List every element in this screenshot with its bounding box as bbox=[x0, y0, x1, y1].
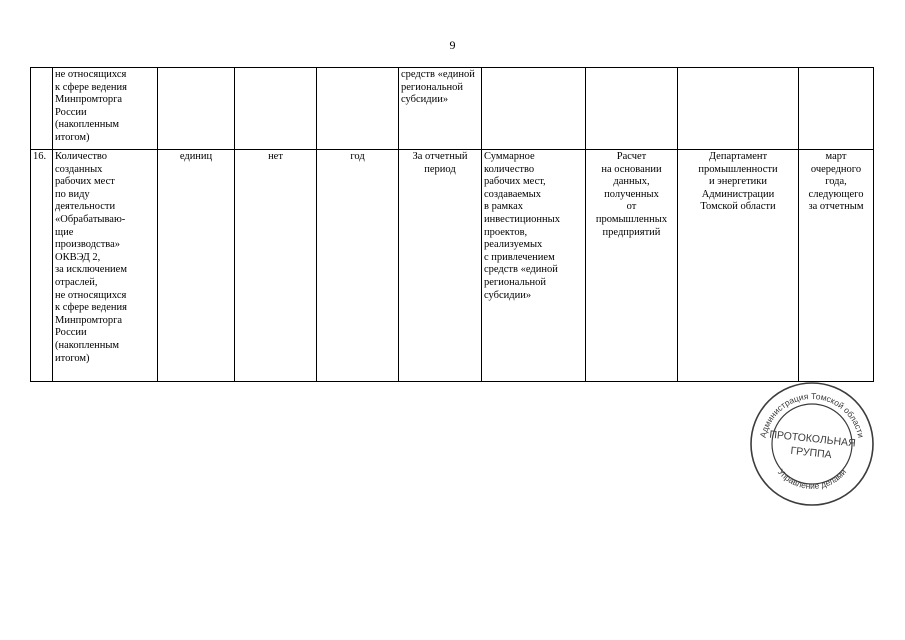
indicator-text: Количество созданных рабочих мест по виду деятельности «Обрабатываю- щие производства» ОКВЭД 2, за исключением отраслей, не относящихся к сфере ведения Минпромторга России (накопленным итогом) bbox=[55, 151, 128, 364]
stamp-inner-line1: ПРОТОКОЛЬНАЯ bbox=[768, 428, 857, 450]
table-row bbox=[31, 68, 874, 150]
method-cell bbox=[399, 68, 482, 150]
indicators-table bbox=[30, 67, 874, 382]
indicator-text: не относящихся к сфере ведения Минпромторга России (накопленным итогом) bbox=[55, 69, 128, 143]
row-number bbox=[31, 68, 53, 150]
empty-cell bbox=[482, 68, 586, 150]
source-cell bbox=[586, 150, 678, 382]
stamp-bottom-text: Управление делами bbox=[775, 466, 849, 491]
unit-text: единиц bbox=[179, 151, 213, 162]
empty-cell bbox=[678, 68, 799, 150]
responsible-cell bbox=[678, 150, 799, 382]
empty-cell bbox=[586, 68, 678, 150]
empty-cell bbox=[158, 68, 235, 150]
deadline-cell bbox=[799, 150, 874, 382]
official-stamp bbox=[748, 380, 876, 508]
method-text: средств «единой региональной субсидии» bbox=[401, 69, 475, 106]
row-number: 16. bbox=[31, 150, 53, 382]
empty-cell bbox=[799, 68, 874, 150]
value-text: нет bbox=[268, 151, 283, 162]
indicator-cell bbox=[53, 150, 158, 382]
stamp-top-text: Администрация Томской области bbox=[757, 390, 867, 439]
method-cell bbox=[482, 150, 586, 382]
unit-cell bbox=[158, 150, 235, 382]
empty-cell bbox=[317, 68, 399, 150]
source-text: Расчет на основании данных, полученных от промышленных предприятий bbox=[595, 151, 668, 238]
stamp-inner-line2: ГРУППА bbox=[789, 444, 833, 462]
page-number: 9 bbox=[449, 38, 456, 52]
responsible-text: Департамент промышленности и энергетики Администрации Томской области bbox=[698, 151, 778, 213]
empty-cell bbox=[235, 68, 317, 150]
method-text: Суммарное количество рабочих мест, создаваемых в рамках инвестиционных проектов, реализуемых с привлечением средств «единой региональной субсидии» bbox=[484, 151, 560, 301]
value-cell bbox=[235, 150, 317, 382]
table-row bbox=[31, 150, 874, 382]
time-characteristic-cell bbox=[399, 150, 482, 382]
periodicity-cell bbox=[317, 150, 399, 382]
deadline-text: март очередного года, следующего за отчетным bbox=[808, 151, 864, 213]
time-characteristic-text: За отчетный период bbox=[412, 151, 468, 175]
periodicity-text: год bbox=[350, 151, 365, 162]
indicator-cell bbox=[53, 68, 158, 150]
